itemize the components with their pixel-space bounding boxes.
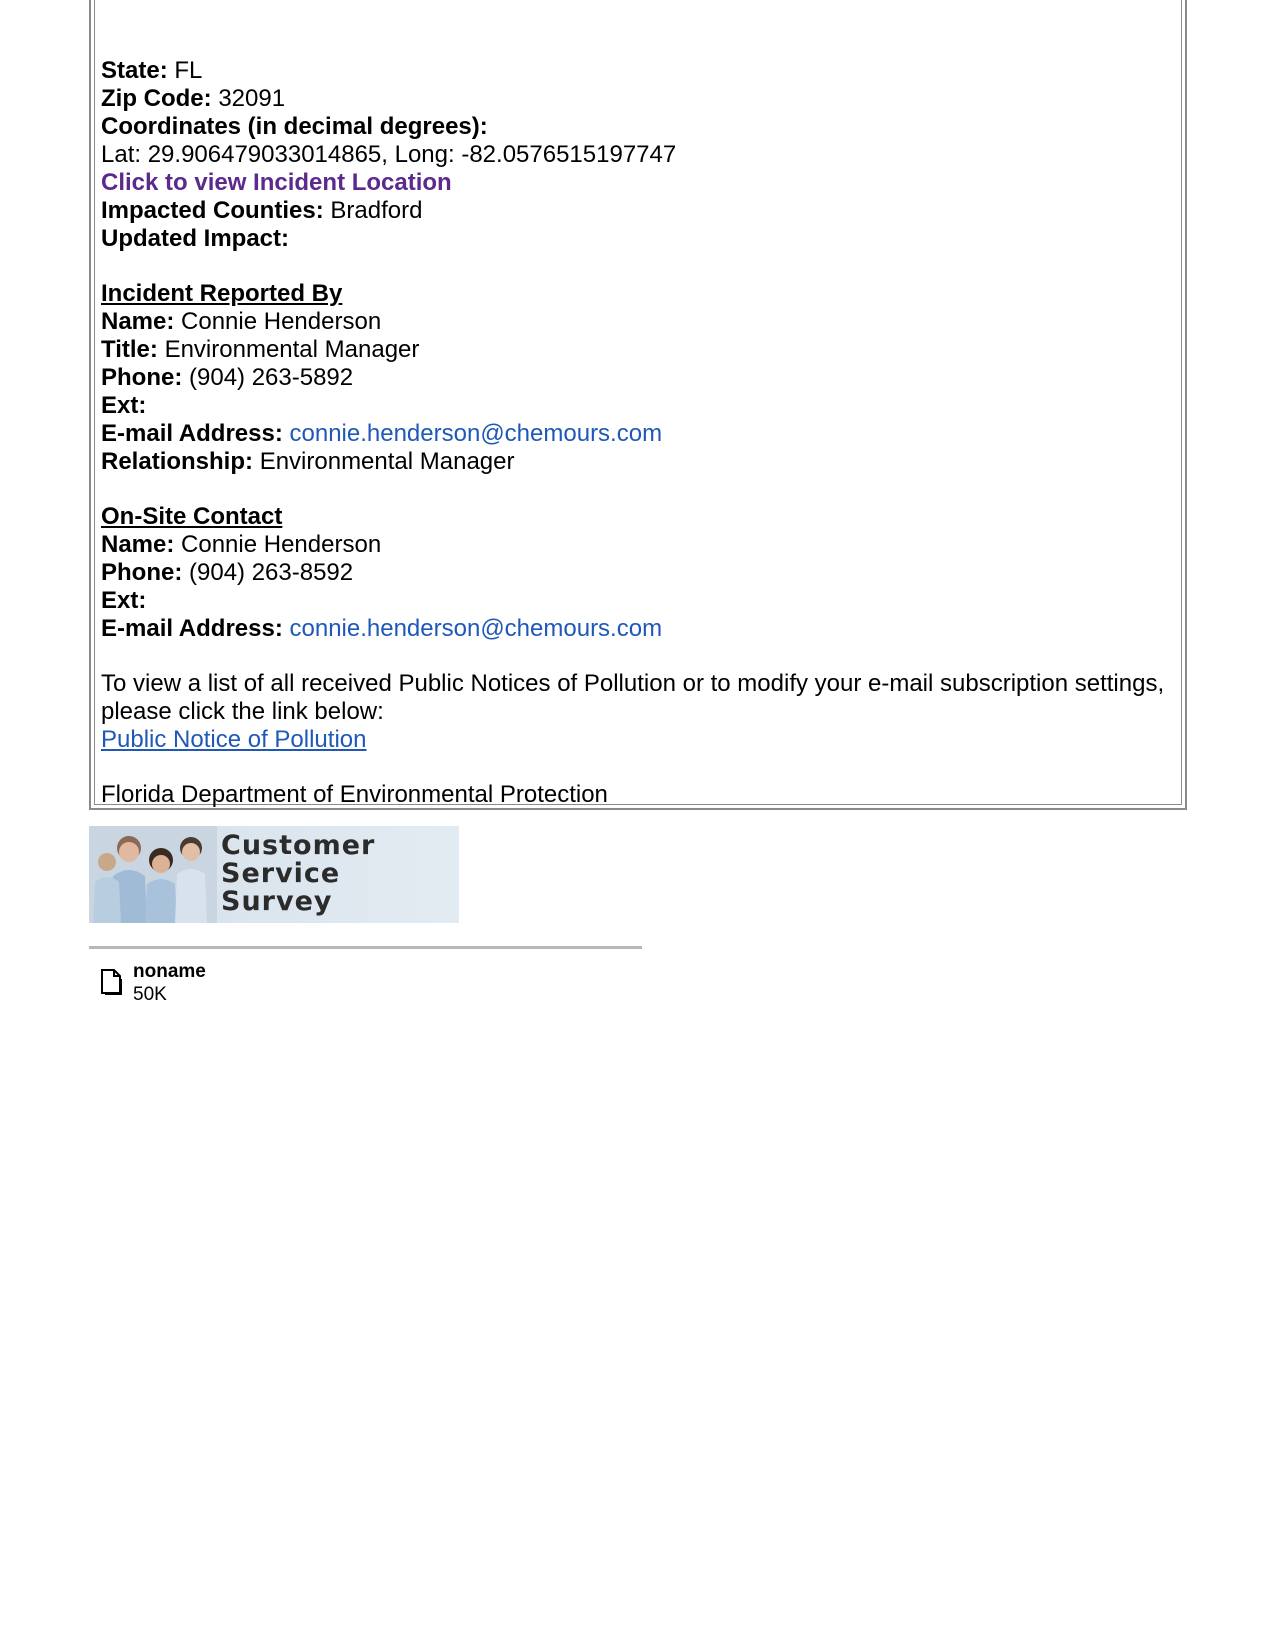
- reporter-heading: Incident Reported By: [101, 280, 343, 307]
- file-icon: [100, 968, 122, 995]
- banner-line-2: Service: [221, 858, 341, 889]
- reporter-phone-row: [101, 364, 1171, 392]
- attachment-divider: [89, 946, 642, 949]
- coords-row: [101, 113, 1171, 141]
- onsite-name-label: Name:: [101, 531, 175, 558]
- reporter-name-label: Name:: [101, 308, 175, 335]
- onsite-ext-row: [101, 587, 1171, 615]
- reporter-email-row: [101, 420, 1171, 448]
- reporter-title-label: Title:: [101, 336, 158, 363]
- reporter-ext-row: [101, 392, 1171, 420]
- pnp-link-row: [101, 726, 1171, 754]
- reporter-relationship-row: [101, 448, 1171, 476]
- coords-label: Coordinates (in decimal degrees):: [101, 113, 488, 140]
- onsite-ext-label: Ext:: [101, 587, 147, 614]
- reporter-phone-label: Phone:: [101, 364, 183, 391]
- onsite-phone-row: [101, 559, 1171, 587]
- reporter-title: Environmental Manager: [164, 336, 420, 363]
- incident-location-link[interactable]: Click to view Incident Location: [101, 169, 452, 196]
- banner-text: [221, 832, 375, 916]
- counties-row: [101, 197, 1171, 225]
- reporter-title-row: [101, 336, 1171, 364]
- reporter-name: Connie Henderson: [181, 308, 382, 335]
- spacer: [101, 643, 1171, 670]
- updated-impact-row: [101, 225, 1171, 253]
- onsite-phone: (904) 263-8592: [189, 559, 354, 586]
- reporter-phone: (904) 263-5892: [189, 364, 354, 391]
- reporter-relationship: Environmental Manager: [259, 448, 515, 475]
- reporter-email-link[interactable]: connie.henderson@chemours.com: [289, 420, 663, 447]
- onsite-heading: On-Site Contact: [101, 503, 283, 530]
- zip-row: [101, 85, 1171, 113]
- zip-label: Zip Code:: [101, 85, 212, 112]
- zip-value: 32091: [218, 85, 286, 112]
- notice-content: [101, 57, 1171, 809]
- onsite-email-row: [101, 615, 1171, 643]
- attachment-size: 50K: [133, 984, 167, 1005]
- spacer: [101, 253, 1171, 280]
- state-row: [101, 57, 1171, 85]
- spacer: [101, 476, 1171, 503]
- banner-line-3: Survey: [221, 886, 333, 917]
- customer-survey-banner[interactable]: [89, 826, 459, 923]
- agency-name: Florida Department of Environmental Protection: [101, 781, 608, 808]
- counties-label: Impacted Counties:: [101, 197, 324, 224]
- attachment-name[interactable]: noname: [133, 961, 206, 982]
- onsite-email-label: E-mail Address:: [101, 615, 283, 642]
- people-photo-icon: [89, 826, 217, 923]
- state-value: FL: [174, 57, 203, 84]
- onsite-phone-label: Phone:: [101, 559, 183, 586]
- counties-value: Bradford: [330, 197, 423, 224]
- attachment-text: [133, 960, 206, 1006]
- reporter-email-label: E-mail Address:: [101, 420, 283, 447]
- spacer: [101, 754, 1171, 781]
- location-link-row: [101, 169, 1171, 197]
- onsite-name-row: [101, 531, 1171, 559]
- subscription-paragraph: To view a list of all received Public Notices of Pollution or to modify your e-mail subscription settings, please click the link below:: [101, 670, 1165, 725]
- onsite-name: Connie Henderson: [181, 531, 382, 558]
- reporter-ext-label: Ext:: [101, 392, 147, 419]
- state-label: State:: [101, 57, 168, 84]
- reporter-relationship-label: Relationship:: [101, 448, 254, 475]
- banner-line-1: Customer: [221, 830, 376, 861]
- updated-impact-label: Updated Impact:: [101, 225, 290, 252]
- public-notice-link[interactable]: Public Notice of Pollution: [101, 726, 367, 753]
- coords-value: Lat: 29.906479033014865, Long: -82.0576515197747: [101, 141, 677, 168]
- onsite-email-link[interactable]: connie.henderson@chemours.com: [289, 615, 663, 642]
- reporter-name-row: [101, 308, 1171, 336]
